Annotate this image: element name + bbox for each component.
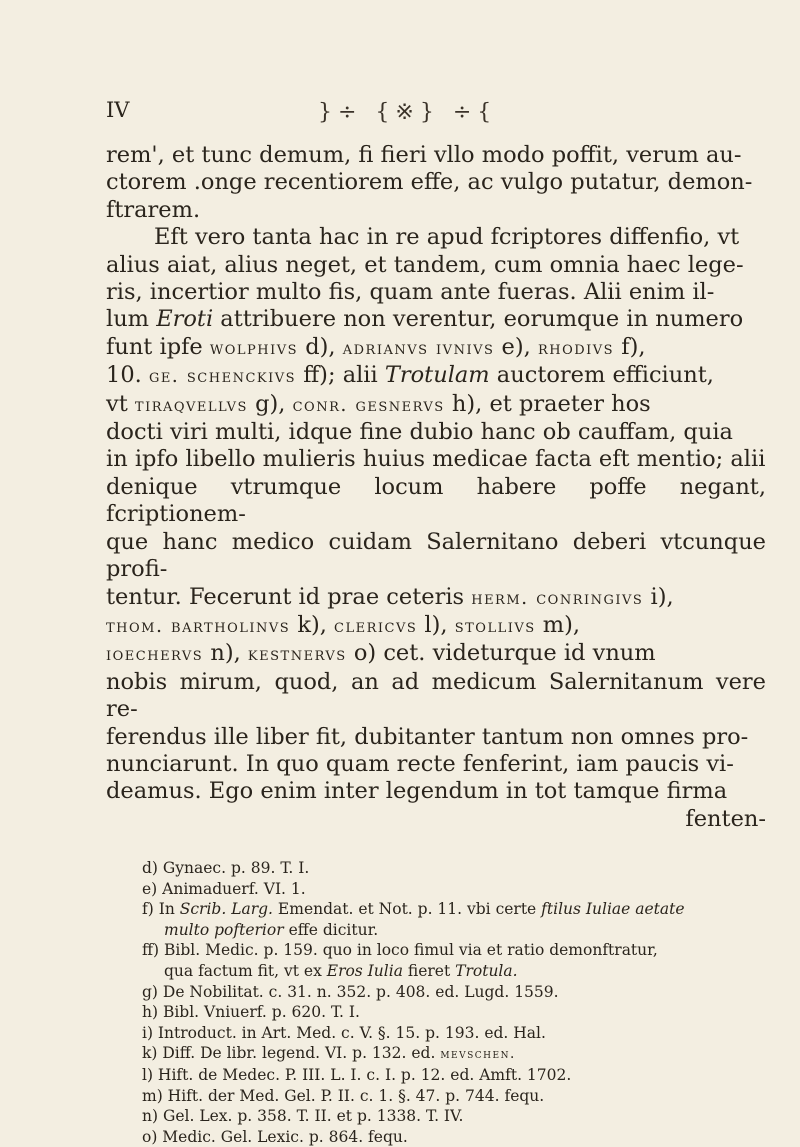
author-name: Eroti	[156, 306, 214, 333]
author-name: wolphivs	[209, 336, 299, 359]
footnote: g) De Nobilitat. c. 31. n. 352. p. 408. ed. Lugd. 1559.	[142, 982, 559, 1001]
footnote: f) In Scrib. Larg. Emendat. et Not. p. 11. vbi certe ftilus Iuliae aetate	[142, 900, 685, 919]
ornament-icon: }÷ {※} ÷{	[318, 100, 498, 125]
author-name: herm. conringivs	[471, 586, 644, 609]
footnote: n) Gel. Lex. p. 358. T. II. et p. 1338. T. IV.	[142, 1107, 464, 1126]
text-line: docti viri multi, idque fine dubio hanc ob cauffam, quia	[106, 419, 733, 446]
footnote: h) Bibl. Vniuerf. p. 620. T. I.	[142, 1003, 360, 1022]
text-line: thom. bartholinvs k), clericvs l), stollivs m),	[106, 611, 581, 638]
catchword: fenten-	[685, 805, 766, 832]
text-line: ferendus ille liber fit, dubitanter tantum non omnes pro-	[106, 723, 749, 750]
author-name: clericvs	[334, 614, 418, 637]
text-line: ioechervs n), kestnervs o) cet. videturque id vnum	[106, 640, 656, 667]
footnote: l) Hift. de Medec. P. III. L. I. c. I. p. 12. ed. Amft. 1702.	[142, 1065, 572, 1084]
footnote: ff) Bibl. Medic. p. 159. quo in loco fimul via et ratio demonftratur,	[142, 941, 658, 960]
page-header	[0, 98, 800, 128]
text-line: ftrarem.	[106, 196, 201, 223]
footnote: m) Hift. der Med. Gel. P. II. c. 1. §. 47. p. 744. fequ.	[142, 1086, 545, 1105]
author-name: thom. bartholinvs	[106, 614, 291, 637]
text-line: 10. ge. schenckivs ff); alii Trotulam auctorem efficiunt,	[106, 362, 714, 389]
text-line: alius aiat, alius neget, et tandem, cum omnia haec lege-	[106, 251, 744, 278]
footnote: o) Medic. Gel. Lexic. p. 864. fequ.	[142, 1127, 408, 1146]
author-name: tiraqvellvs	[134, 393, 248, 416]
text-line: que hanc medico cuidam Salernitano deberi vtcunque profi-	[106, 528, 766, 583]
text-line: nunciarunt. In quo quam recte fenferint, iam paucis vi-	[106, 750, 734, 777]
footnotes	[142, 858, 782, 1147]
text-line: ris, incertior multo fis, quam ante fueras. Alii enim il-	[106, 279, 715, 306]
text-line: ctorem .onge recentiorem effe, ac vulgo putatur, demon-	[106, 169, 753, 196]
text-line: nobis mirum, quod, an ad medicum Salernitanum vere re-	[106, 668, 766, 723]
author-name: rhodivs	[537, 336, 615, 359]
author-name: ge. schenckivs	[148, 365, 297, 388]
footnote-continuation: qua factum fit, vt ex Eros Iulia fieret Trotula.	[164, 961, 518, 980]
author-name: stollivs	[454, 614, 536, 637]
footnote: d) Gynaec. p. 89. T. I.	[142, 859, 310, 877]
text-line: vt tiraqvellvs g), conr. gesnervs h), et praeter hos	[106, 390, 651, 417]
footnote: i) Introduct. in Art. Med. c. V. §. 15. p. 193. ed. Hal.	[142, 1023, 546, 1042]
author-name: ioechervs	[106, 643, 204, 666]
text-line: denique vtrumque locum habere poffe negant, fcriptionem-	[106, 473, 766, 528]
author-name: adrianvs ivnivs	[342, 336, 495, 359]
footnote: e) Animaduerf. VI. 1.	[142, 879, 306, 898]
footnote: k) Diff. De libr. legend. VI. p. 132. ed. mevschen.	[142, 1044, 516, 1063]
text-line: rem', et tunc demum, fi fieri vllo modo poffit, verum au-	[106, 142, 742, 168]
footnote-continuation: multo pofterior effe dicitur.	[164, 920, 379, 939]
text-line: lum Eroti attribuere non verentur, eorumque in numero	[106, 306, 744, 333]
author-name: kestnervs	[247, 643, 347, 666]
author-name: conr. gesnervs	[292, 393, 445, 416]
author-name: Trotulam	[384, 362, 490, 389]
page-number: IV	[106, 98, 130, 122]
text-line: deamus. Ego enim inter legendum in tot tamque firma	[106, 778, 728, 805]
text-line: in ipfo libello mulieris huius medicae facta eft mentio; alii	[106, 446, 766, 473]
text-line: Eft vero tanta hac in re apud fcriptores diffenfio, vt	[154, 224, 740, 251]
text-line: tentur. Fecerunt id prae ceteris herm. conringivs i),	[106, 583, 674, 610]
main-text	[106, 142, 766, 833]
text-line: funt ipfe wolphivs d), adrianvs ivnivs e), rhodivs f),	[106, 333, 646, 360]
